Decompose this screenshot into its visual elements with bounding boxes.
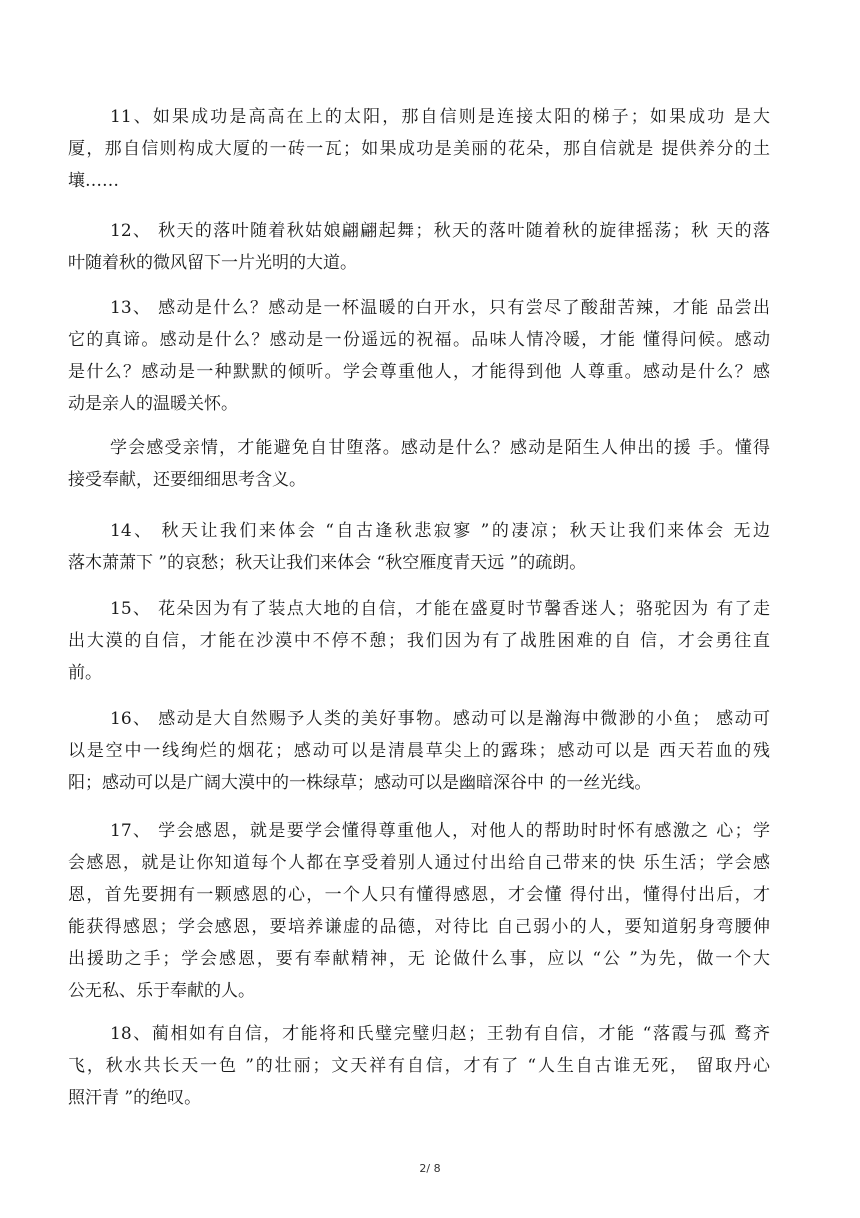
text-line: 厦，那自信则构成大厦的一砖一瓦；如果成功是美丽的花朵，那自信就是 提供养分的土 — [68, 139, 770, 159]
text-line: 恩，首先要拥有一颗感恩的心，一个人只有懂得感恩，才会懂 得付出，懂得付出后，才 — [68, 885, 770, 905]
text-line: 公无私、乐于奉献的人。 — [68, 981, 255, 1001]
text-line: 动是亲人的温暖关怀。 — [68, 394, 238, 414]
text-line: 落木萧萧下 ”的哀愁；秋天让我们来体会 “秋空雁度青天远 ”的疏朗。 — [68, 553, 587, 573]
text-line: 学会感受亲情，才能避免自甘堕落。感动是什么？感动是陌生人伸出的援 手。懂得 — [110, 438, 770, 458]
text-line: 以是空中一线绚烂的烟花；感动可以是清晨草尖上的露珠；感动可以是 西天若血的残 — [68, 741, 770, 761]
text-line: 13、 感动是什么？感动是一杯温暖的白开水，只有尝尽了酸甜苦辣，才能 品尝出 — [110, 298, 770, 318]
text-line: 壤…… — [68, 171, 119, 191]
text-line: 12、 秋天的落叶随着秋姑娘翩翩起舞；秋天的落叶随着秋的旋律摇荡；秋 天的落 — [110, 221, 770, 241]
text-line: 16、 感动是大自然赐予人类的美好事物。感动可以是瀚海中微渺的小鱼； 感动可 — [110, 709, 770, 729]
text-line: 是什么？感动是一种默默的倾听。学会尊重他人，才能得到他 人尊重。感动是什么？感 — [68, 362, 770, 382]
paragraph-13 — [68, 292, 770, 420]
paragraph-15 — [68, 593, 770, 689]
text-line: 18、蔺相如有自信，才能将和氏璧完璧归赵；王勃有自信，才能 “落霞与孤 鹜齐 — [110, 1024, 770, 1044]
paragraph-12 — [68, 215, 770, 279]
paragraph-14 — [68, 515, 770, 579]
paragraph-18 — [68, 1018, 770, 1114]
paragraph-11 — [68, 101, 770, 197]
text-line: 飞，秋水共长天一色 ”的壮丽；文天祥有自信，才有了 “人生自古谁无死， 留取丹心 — [68, 1056, 770, 1076]
paragraph-16 — [68, 703, 770, 799]
text-line: 阳；感动可以是广阔大漠中的一株绿草；感动可以是幽暗深谷中 的一丝光线。 — [68, 773, 652, 793]
paragraph-17 — [68, 815, 770, 1007]
text-line: 17、 学会感恩，就是要学会懂得尊重他人，对他人的帮助时时怀有感激之 心；学 — [110, 821, 770, 841]
text-line: 它的真谛。感动是什么？感动是一份遥远的祝福。品味人情冷暖，才能 懂得问候。感动 — [68, 330, 770, 350]
text-line: 叶随着秋的微风留下一片光明的大道。 — [68, 253, 357, 273]
text-line: 15、 花朵因为有了装点大地的自信，才能在盛夏时节馨香迷人；骆驼因为 有了走 — [110, 599, 770, 619]
text-line: 出援助之手；学会感恩，要有奉献精神，无 论做什么事，应以 “公 ”为先，做一个大 — [68, 949, 770, 969]
text-line: 11、如果成功是高高在上的太阳，那自信则是连接太阳的梯子；如果成功 是大 — [110, 107, 770, 127]
text-line: 14、 秋天让我们来体会 “自古逢秋悲寂寥 ”的凄凉；秋天让我们来体会 无边 — [110, 521, 770, 541]
text-line: 出大漠的自信，才能在沙漠中不停不憩；我们因为有了战胜困难的自 信，才会勇往直 — [68, 631, 770, 651]
text-line: 前。 — [68, 663, 102, 683]
page-number: 2/ 8 — [419, 1162, 441, 1175]
paragraph-13-continuation — [68, 432, 770, 496]
text-line: 会感恩，就是让你知道每个人都在享受着别人通过付出给自己带来的快 乐生活；学会感 — [68, 853, 770, 873]
text-line: 接受奉献，还要细细思考含义。 — [68, 470, 306, 490]
text-line: 能获得感恩；学会感恩，要培养谦虚的品德，对待比 自己弱小的人，要知道躬身弯腰伸 — [68, 917, 770, 937]
text-line: 照汗青 ”的绝叹。 — [68, 1088, 202, 1108]
